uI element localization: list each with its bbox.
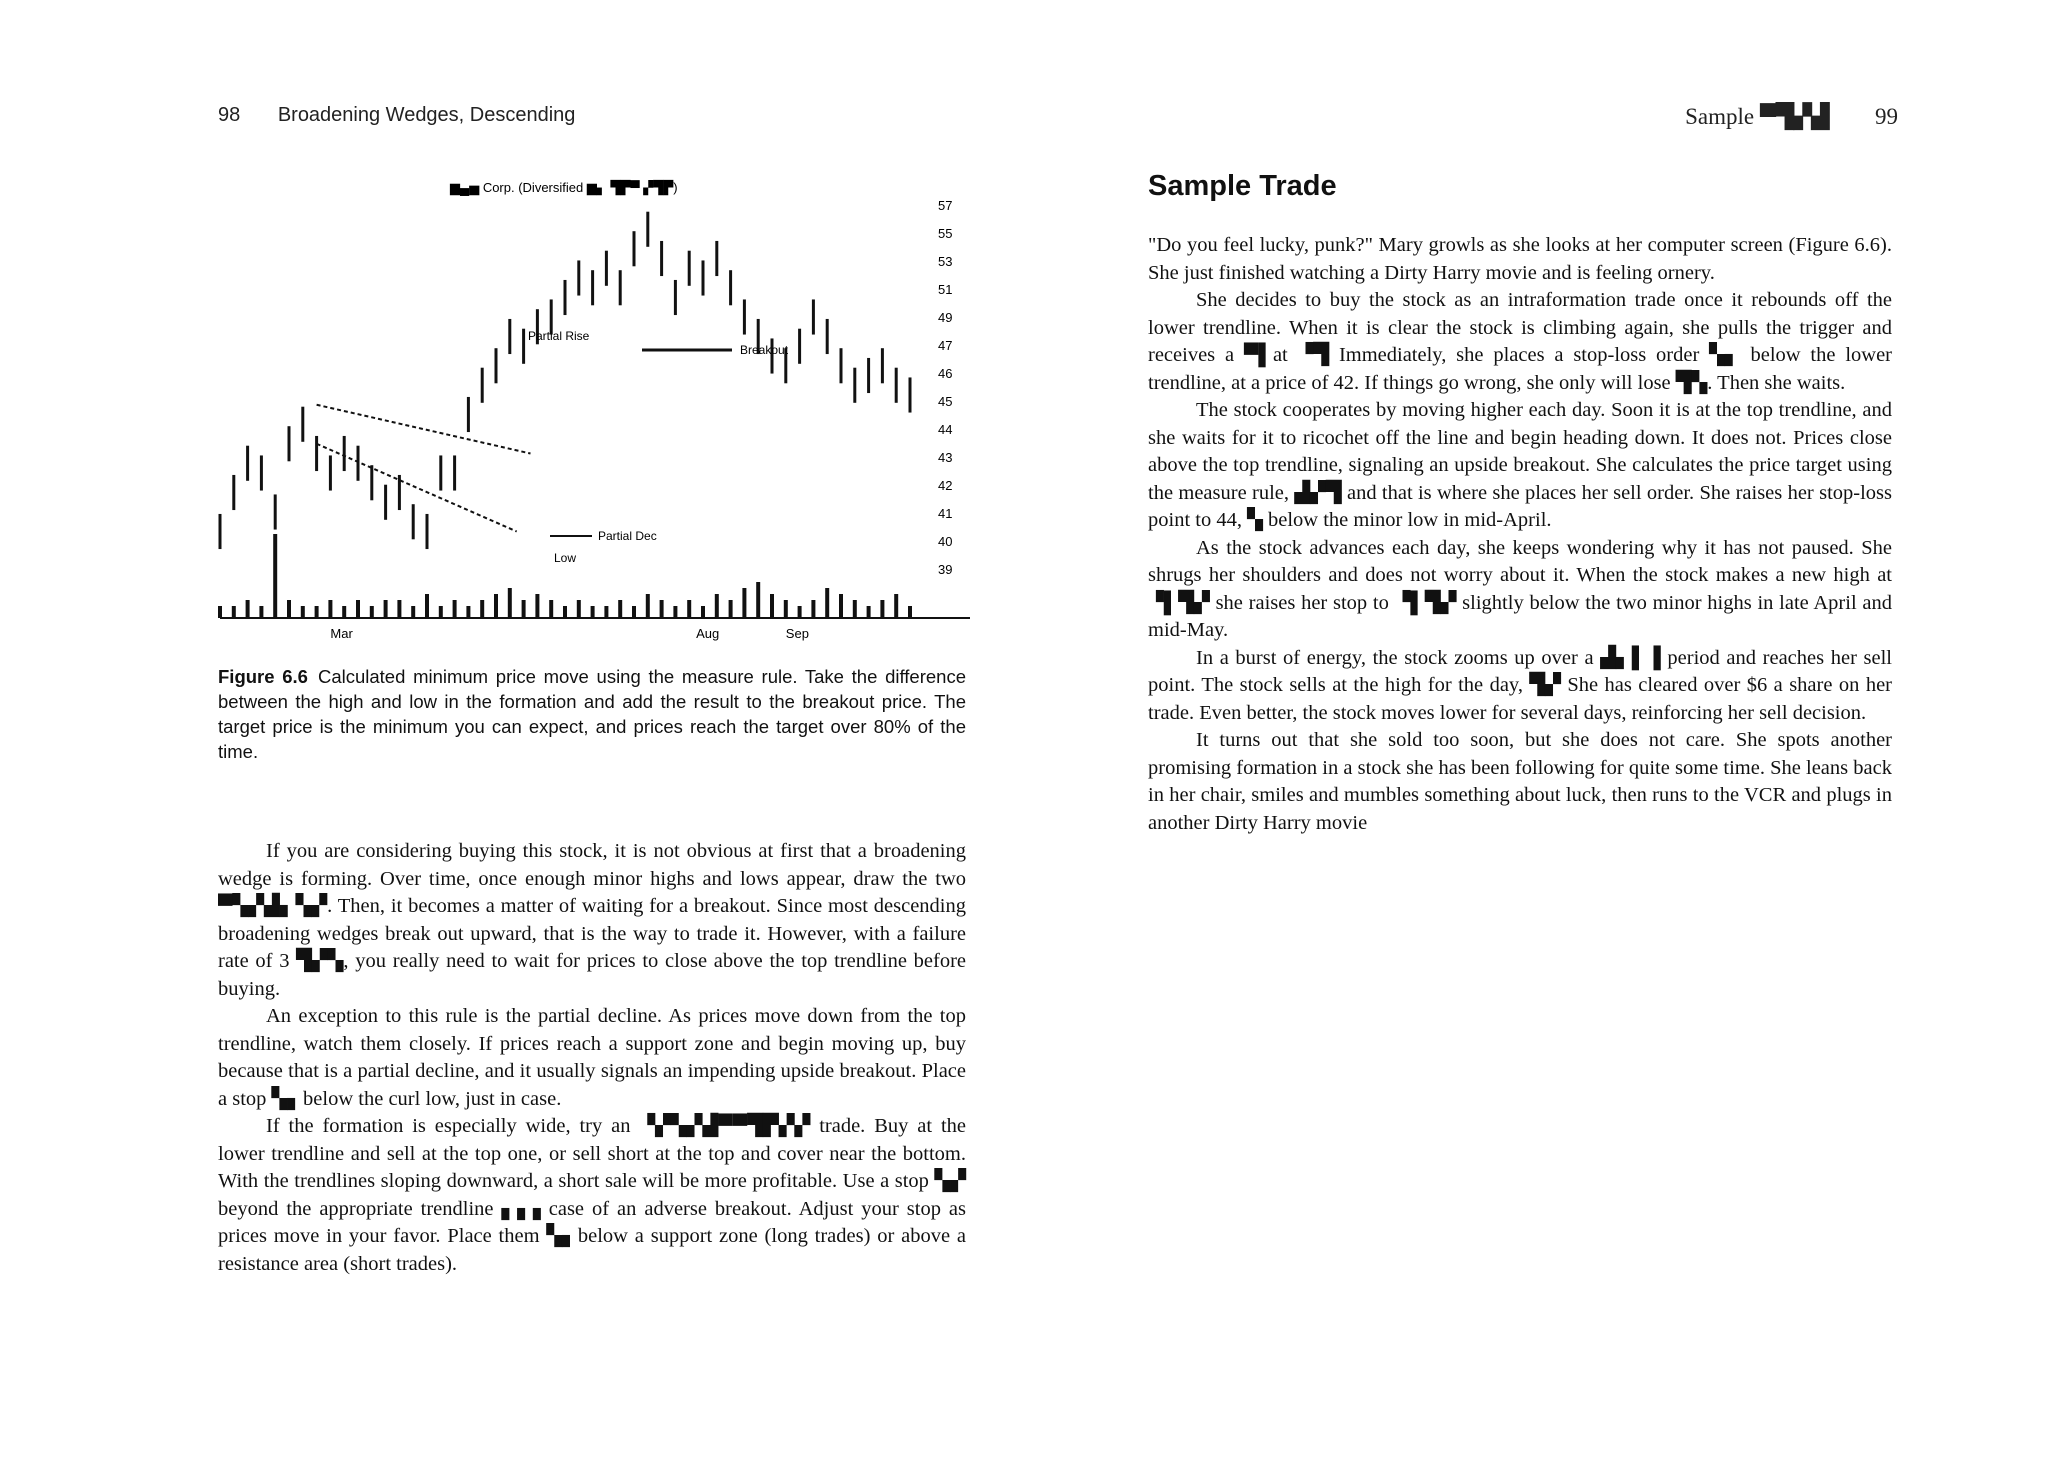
volume-bar: [591, 606, 595, 618]
volume-bar: [701, 606, 705, 618]
volume-bar: [535, 594, 539, 618]
right-running-title-garbled: ▀▜▞▟: [1759, 104, 1830, 129]
volume-bar: [756, 582, 760, 618]
volume-bar: [715, 594, 719, 618]
volume-bar: [273, 534, 277, 618]
right-page-number: 99: [1875, 104, 1898, 129]
volume-bar: [301, 606, 305, 618]
volume-bar: [632, 606, 636, 618]
trendline-top: [317, 405, 531, 454]
volume-bar: [259, 606, 263, 618]
volume-bar: [439, 606, 443, 618]
right-paragraph-1: "Do you feel lucky, punk?" Mary growls as she looks at her computer screen (Figure 6.6). She just finished watching a Dirty Harry movie and is feeling ornery.: [1148, 234, 1892, 284]
y-tick-label: 49: [938, 310, 953, 325]
left-paragraph-3: If the formation is especially wide, try an ▝▞▚▞▟▀▀▜▛▞▞ trade. Buy at the lower trendline and sell at the top one, or sell short at the top and cover near the bottom. With the trendlines sloping downward, a short sale will be more profitable. Use a stop ▚▞ beyond the appropriate trendline ▖▖▖case of an adverse breakout. Adjust your stop as prices move in your favor. Place them ▚▖below a support zone (long trades) or above a resistance area (short trades).: [218, 1115, 966, 1275]
volume-bar: [328, 600, 332, 618]
volume-bar: [742, 588, 746, 618]
y-tick-labels: [938, 198, 952, 577]
volume-bar: [356, 600, 360, 618]
left-running-title: Broadening Wedges, Descending: [277, 104, 576, 126]
volume-bar: [577, 600, 581, 618]
volume-bar: [315, 606, 319, 618]
y-tick-label: 46: [938, 366, 953, 381]
left-running-head: [218, 104, 575, 127]
trendlines: [317, 405, 531, 532]
volume-bar: [618, 600, 622, 618]
volume-bar: [880, 600, 884, 618]
volume-bar: [287, 600, 291, 618]
figure-caption: [218, 664, 966, 764]
volume-bar: [522, 600, 526, 618]
volume-bar: [563, 606, 567, 618]
left-page-number: 98: [218, 104, 241, 126]
right-paragraph-5: In a burst of energy, the stock zooms up over a ▟▖▌▐ period and reaches her sell point. The stock sells at the high for the day, ▜▞ She has cleared over $6 a share on her trade. Even better, the stock moves lower for several days, reinforcing her sell decision.: [1148, 646, 1892, 724]
price-series: [220, 212, 910, 549]
volume-bar: [687, 600, 691, 618]
x-tick-labels: [330, 626, 809, 641]
figure-6-6-chart: [210, 170, 970, 650]
volume-bar: [218, 606, 222, 618]
volume-bar: [729, 600, 733, 618]
right-paragraph-2: She decides to buy the stock as an intraformation trade once it rebounds off the lower trendline. When it is clear the stock is climbing again, she pulls the trigger and receives a ▀▌at ▝▜ Immediately, she places a stop-loss order ▚▖ below the lower trendline, at a price of 42. If things go wrong, she only will lose ▜▚. Then she waits.: [1148, 289, 1892, 394]
volume-bar: [549, 600, 553, 618]
x-tick-label: Aug: [696, 626, 720, 641]
volume-bar: [798, 606, 802, 618]
right-paragraph-6: It turns out that she sold too soon, but she does not care. She spots another promising formation in a stock she has been following for quite some time. She leans back in her chair, smiles and mumbles something about luck, then runs to the VCR and plugs in another Dirty Harry movie: [1148, 729, 1892, 834]
y-tick-label: 57: [938, 198, 953, 213]
y-tick-label: 45: [938, 394, 953, 409]
volume-bar: [673, 606, 677, 618]
volume-bar: [466, 606, 470, 618]
y-tick-label: 51: [938, 282, 953, 297]
y-tick-label: 39: [938, 562, 953, 577]
y-tick-label: 43: [938, 450, 953, 465]
right-paragraph-4: As the stock advances each day, she keeps wondering why it has not paused. She shrugs her shoulders and does not worry about it. When the stock makes a new high at ▝▌▜▞ she raises her stop to ▝▌▜▞ slightly below the two minor highs in late April and mid-May.: [1148, 536, 1892, 641]
volume-bar: [411, 606, 415, 618]
y-tick-label: 47: [938, 338, 953, 353]
trendline-bottom: [317, 444, 517, 532]
volume-bar: [494, 594, 498, 618]
volume-bar: [232, 606, 236, 618]
annotation-breakout: Breakout: [740, 343, 789, 357]
volume-bar: [425, 594, 429, 618]
y-tick-label: 42: [938, 478, 953, 493]
x-tick-label: Sep: [785, 626, 809, 641]
volume-bar: [246, 600, 250, 618]
volume-bar: [853, 600, 857, 618]
right-running-title: Sample: [1685, 104, 1755, 129]
y-tick-label: 55: [938, 226, 953, 241]
volume-bar: [908, 606, 912, 618]
right-running-head: [1685, 104, 1898, 130]
annotation-high: Partial Rise: [528, 329, 590, 343]
left-paragraph-2: An exception to this rule is the partial decline. As prices move down from the top trendline, watch them closely. If prices reach a support zone and begin moving up, buy because that is a partial decline, and it usually signals an impending upside breakout. Place a stop ▚▖below the curl low, just in case.: [218, 1005, 966, 1110]
volume-bar: [839, 594, 843, 618]
volume-bar: [604, 606, 608, 618]
caption-text: Calculated minimum price move using the measure rule. Take the difference between the high and low in the formation and add the result to the breakout price. The target price is the minimum you can expect, and prices reach the target over 80% of the time.: [218, 666, 966, 762]
volume-bar: [770, 594, 774, 618]
volume-bar: [397, 600, 401, 618]
y-tick-label: 41: [938, 506, 953, 521]
y-tick-label: 40: [938, 534, 953, 549]
chart-annotations: [528, 329, 789, 565]
y-tick-label: 53: [938, 254, 953, 269]
volume-bar: [811, 600, 815, 618]
volume-bar: [825, 588, 829, 618]
volume-bar: [370, 606, 374, 618]
volume-bar: [894, 594, 898, 618]
left-paragraph-1: If you are considering buying this stock, it is not obvious at first that a broadening wedge is forming. Over time, once enough minor highs and lows appear, draw the two ▀▚▞▟▖▚▞. Then, it becomes a matter of waiting for a breakout. Since most descending broadening wedges break out upward, that is the way to trade it. However, with a failure rate of 3 ▜▞▚, you really need to wait for prices to close above the top trendline before buying.: [218, 840, 966, 1000]
right-paragraph-3: The stock cooperates by moving higher each day. Soon it is at the top trendline, and she waits for it to ricochet off the line and begin heading down. It does not. Prices close above the top trendline, signaling an upside breakout. She calculates the price target using the measure rule, ▟▞▜ and that is where she places her sell order. She raises her stop-loss point to 44, ▚ below the minor low in mid-April.: [1148, 399, 1892, 531]
volume-bar: [660, 600, 664, 618]
left-body-text: [218, 838, 966, 1278]
x-tick-label: Mar: [330, 626, 353, 641]
right-body-text: [1148, 232, 1892, 837]
volume-bar: [480, 600, 484, 618]
volume-bar: [453, 600, 457, 618]
y-tick-label: 44: [938, 422, 953, 437]
section-heading-sample-trade: Sample Trade: [1148, 170, 1337, 202]
volume-bar: [867, 606, 871, 618]
annotation-low: Partial Dec: [598, 529, 657, 543]
volume-bar: [342, 606, 346, 618]
volume-bars: [218, 534, 912, 618]
caption-label: Figure 6.6: [218, 666, 308, 687]
price-chart-svg: [210, 170, 970, 650]
annotation-low-sub: Low: [554, 551, 577, 565]
volume-bar: [508, 588, 512, 618]
volume-bar: [646, 594, 650, 618]
chart-title: ▆▄▅ Corp. (Diversified ▆▖ ▜▛▀ ▞▜▛): [450, 180, 678, 195]
volume-bar: [784, 600, 788, 618]
volume-bar: [384, 600, 388, 618]
